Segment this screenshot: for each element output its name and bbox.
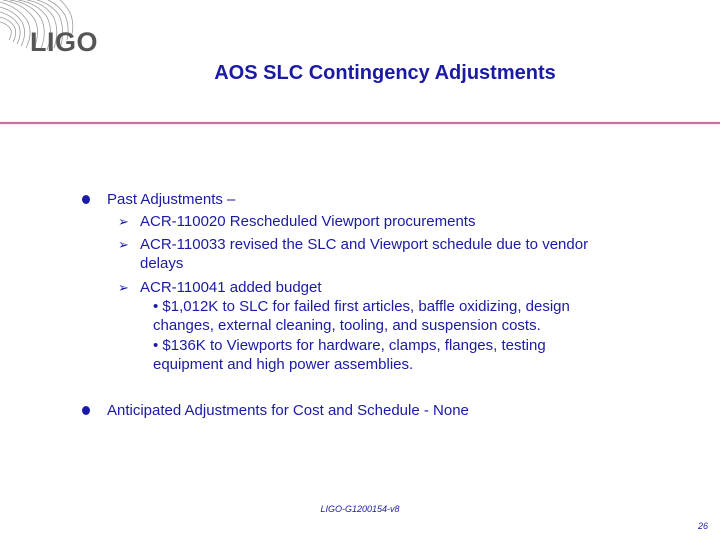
bullet-dot — [82, 406, 90, 415]
title-rule — [0, 119, 720, 133]
document-id: LIGO-G1200154-v8 — [320, 504, 400, 514]
sub-bullet-text: ACR-110020 Rescheduled Viewport procurements — [140, 213, 476, 230]
sub-bullet-text: ACR-110041 added budget — [140, 279, 322, 296]
arrow-bullet-icon: ➢ — [118, 214, 129, 229]
detail-line: • $136K to Viewports for hardware, clamps, flanges, testing — [153, 337, 546, 354]
sub-bullet-text: ACR-110033 revised the SLC and Viewport schedule due to vendor — [140, 236, 589, 253]
detail-line: • $1,012K to SLC for failed first articles, baffle oxidizing, design — [153, 298, 570, 315]
sub-bullet-text-continued: delays — [140, 255, 184, 272]
detail-line: changes, external cleaning, tooling, and suspension costs. — [153, 317, 541, 334]
arrow-bullet-icon: ➢ — [118, 237, 129, 252]
detail-line: equipment and high power assemblies. — [153, 356, 414, 373]
bullet-text: Anticipated Adjustments for Cost and Schedule - None — [107, 402, 469, 419]
page-number: 26 — [697, 521, 708, 531]
slide-title: AOS SLC Contingency Adjustments — [214, 62, 556, 84]
arrow-bullet-icon: ➢ — [118, 280, 129, 295]
bullet-text: Past Adjustments – — [107, 191, 236, 208]
logo-text: LIGO — [30, 27, 98, 57]
ligo-logo — [0, 0, 130, 70]
bullet-dot — [82, 195, 90, 204]
